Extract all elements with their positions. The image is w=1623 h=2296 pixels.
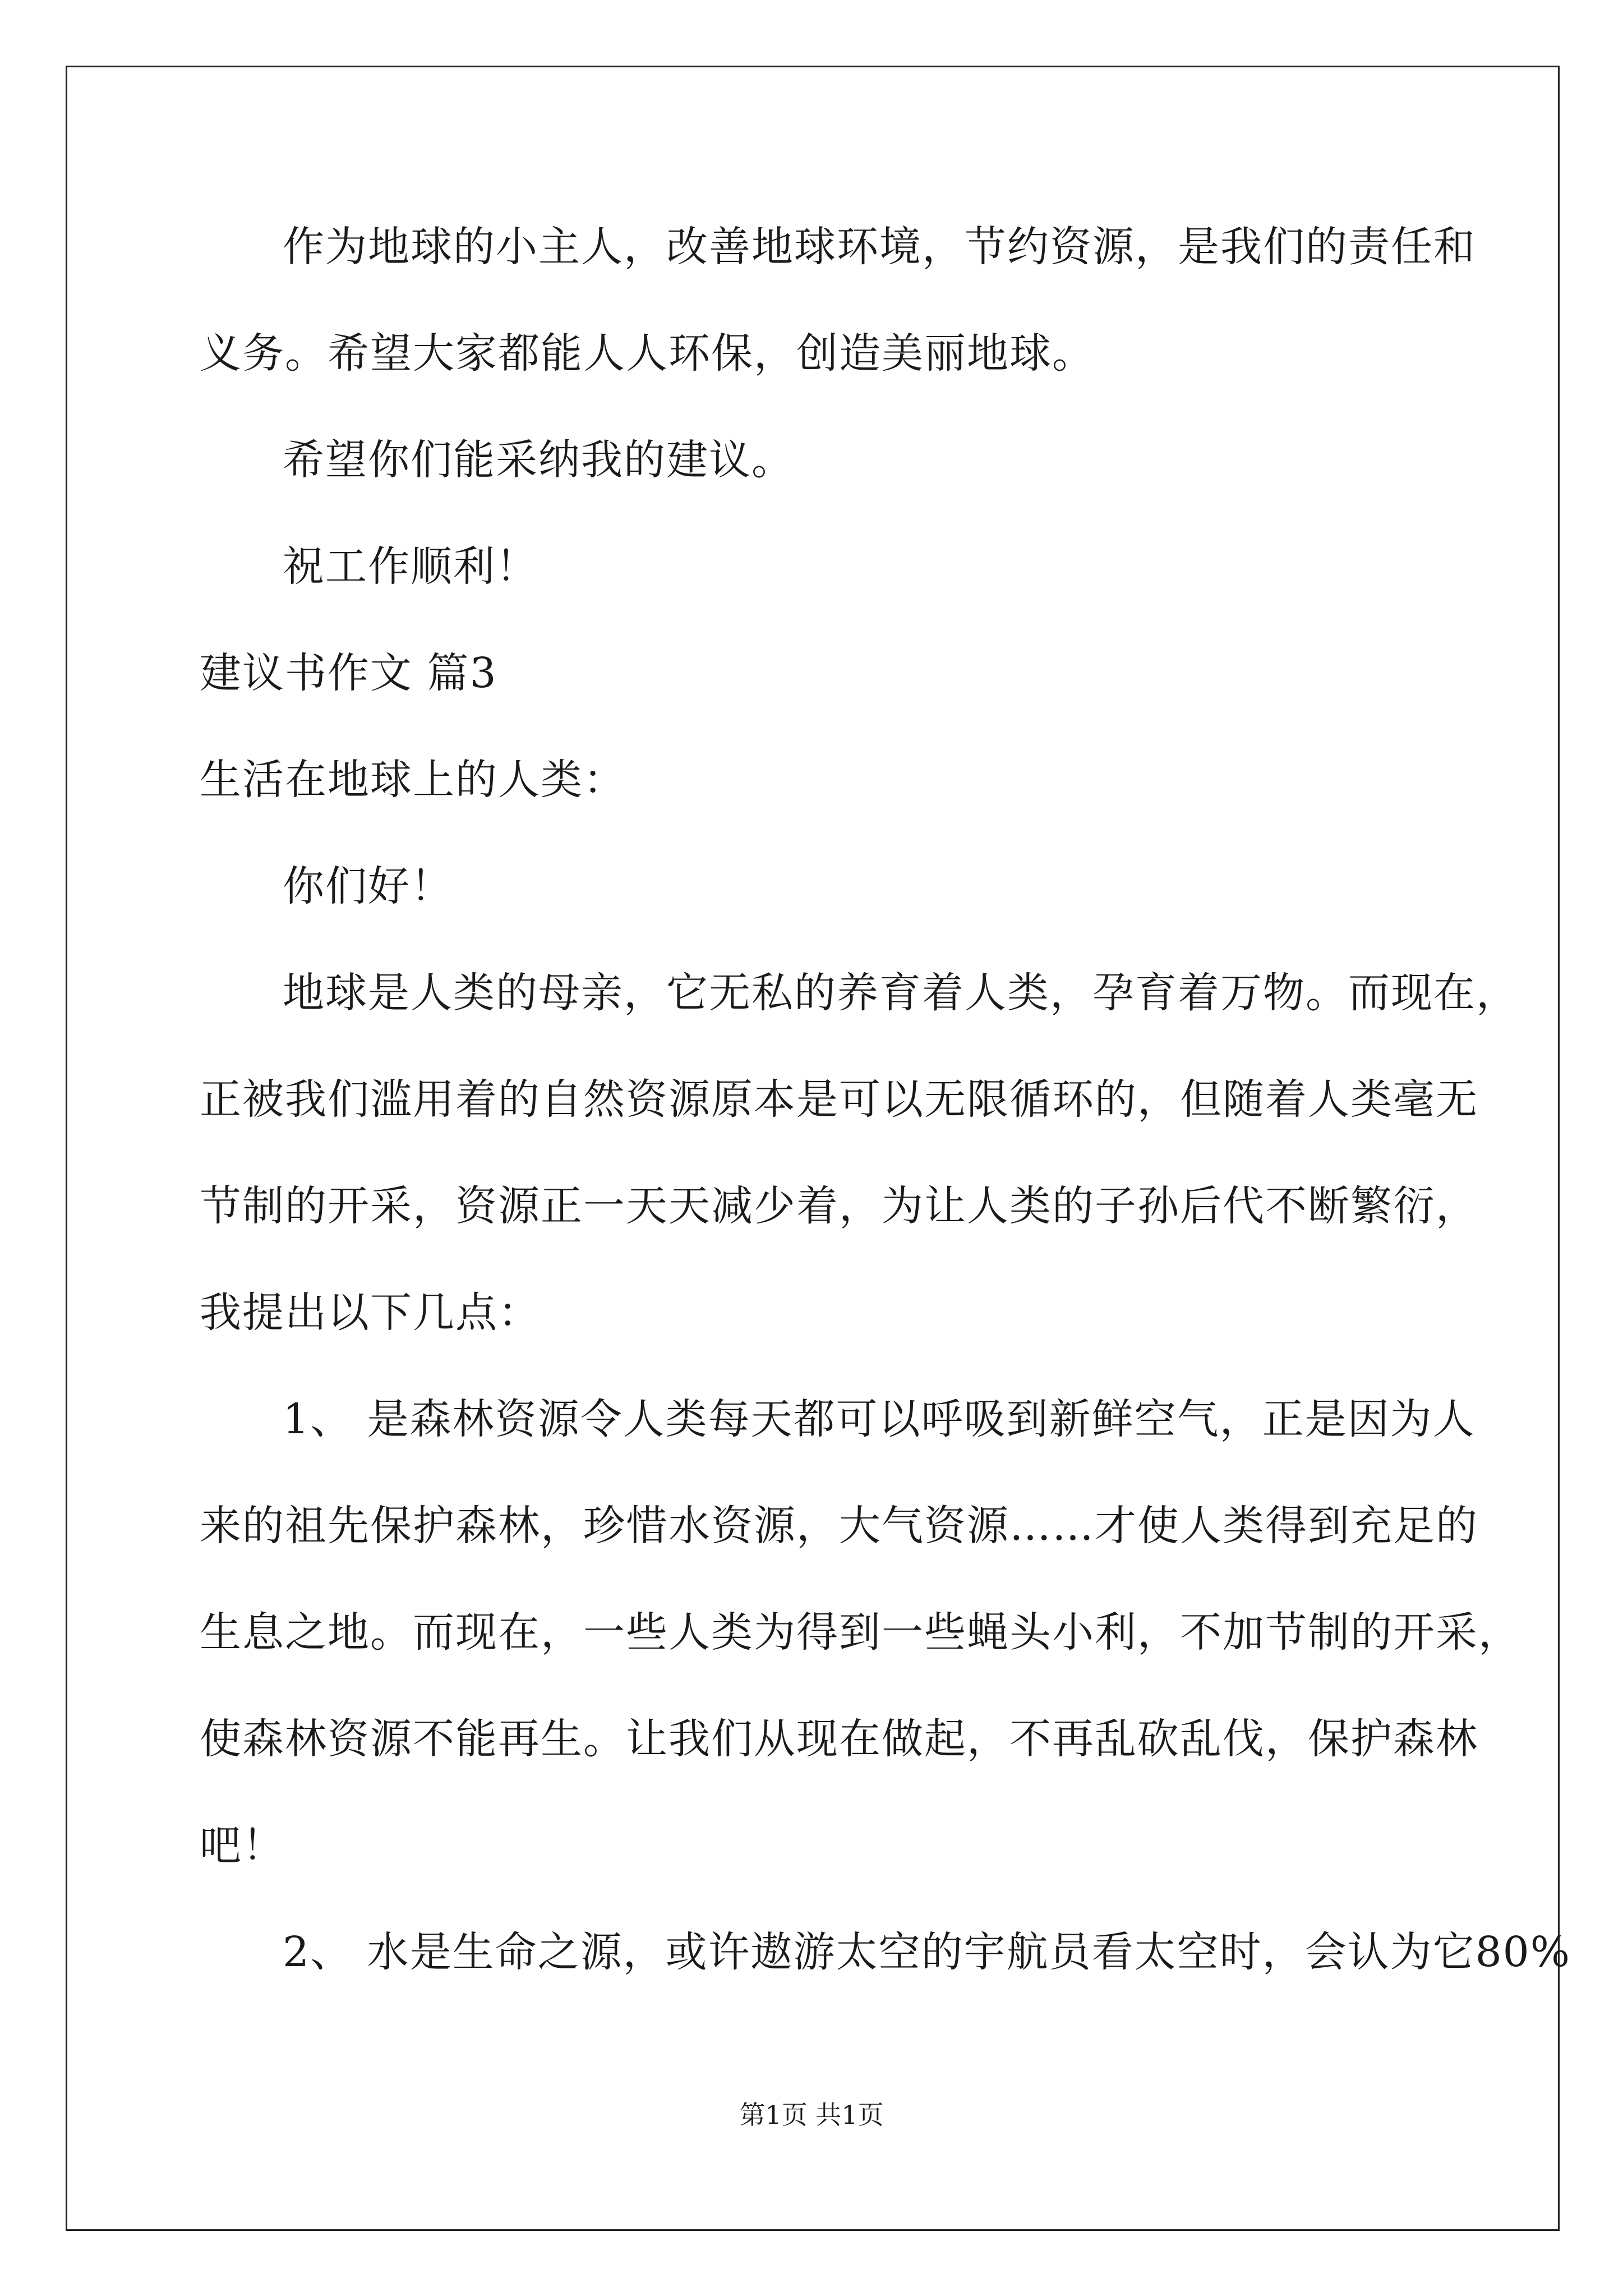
paragraph-line: 祝工作顺利！ [283, 542, 538, 591]
paragraph-line: 来的祖先保护森林，珍惜水资源，大气资源……才使人类得到充足的 [200, 1502, 1478, 1550]
paragraph-line: 1、 是森林资源令人类每天都可以呼吸到新鲜空气，正是因为人 [283, 1395, 1476, 1443]
paragraph-line: 义务。希望大家都能人人环保，创造美丽地球。 [200, 329, 1095, 378]
paragraph-line: 地球是人类的母亲，它无私的养育着人类，孕育着万物。而现在， [283, 969, 1519, 1017]
paragraph-line: 吧！ [200, 1821, 285, 1870]
paragraph-line: 正被我们滥用着的自然资源原本是可以无限循环的，但随着人类毫无 [200, 1075, 1478, 1124]
paragraph-line: 希望你们能采纳我的建议。 [283, 436, 794, 484]
salutation: 生活在地球上的人类： [200, 756, 626, 804]
paragraph-line: 作为地球的小主人，改善地球环境，节约资源，是我们的责任和 [283, 223, 1476, 271]
page-number-footer: 第1页 共1页 [739, 2100, 884, 2130]
paragraph-line: 生息之地。而现在，一些人类为得到一些蝇头小利，不加节制的开采， [200, 1608, 1521, 1657]
greeting: 你们好！ [283, 862, 453, 910]
section-heading: 建议书作文 篇3 [200, 649, 497, 697]
page-border [66, 66, 1560, 2231]
paragraph-line: 使森林资源不能再生。让我们从现在做起，不再乱砍乱伐，保护森林 [200, 1715, 1478, 1763]
paragraph-line: 我提出以下几点： [200, 1289, 541, 1337]
paragraph-line: 2、 水是生命之源，或许遨游太空的宇航员看太空时，会认为它80% [283, 1928, 1571, 1976]
paragraph-line: 节制的开采，资源正一天天减少着，为让人类的子孙后代不断繁衍， [200, 1182, 1478, 1230]
